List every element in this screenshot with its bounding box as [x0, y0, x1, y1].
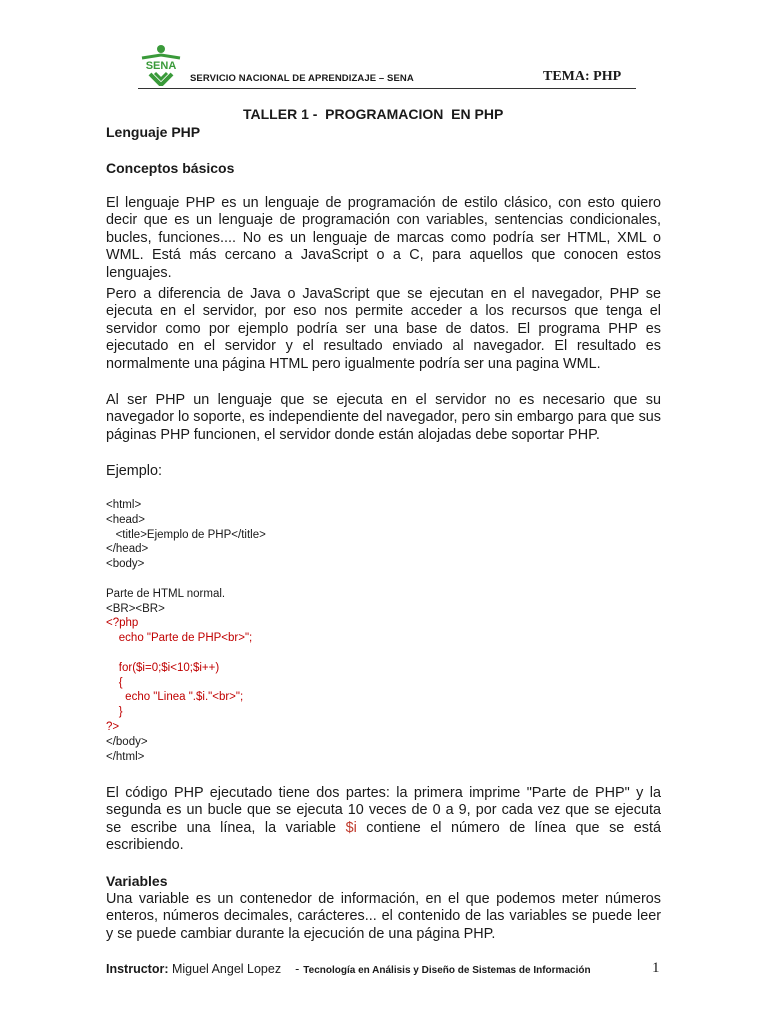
paragraph-variables: Una variable es un contenedor de información, en el que podemos meter números enteros, números decimales, carácteres... el contenido de las variables se puede leer y se puede cambiar durante la ejecución de una página PHP. [106, 891, 661, 942]
code-line: </html> [106, 750, 145, 763]
heading-variables: Variables [106, 873, 168, 889]
code-line: Parte de HTML normal. [106, 587, 226, 600]
heading-concepts: Conceptos básicos [106, 160, 235, 176]
code-line: <title>Ejemplo de PHP</title> [106, 528, 266, 541]
instructor-name: Miguel Angel Lopez [168, 962, 282, 976]
program-name: Tecnología en Análisis y Diseño de Sistemas de Información [303, 965, 591, 976]
sena-logo-text: SENA [145, 60, 177, 72]
paragraph-intro: El lenguaje PHP es un lenguaje de programación de estilo clásico, con esto quiero decir que es un lenguaje de programación con variables, sentencias condicionales, bucles, funciones.... No es un lenguaje de marcas como podría ser HTML, XML o WML. Está más cercano a JavaScript o a C, para aquellos que conocen estos lenguajes. [106, 195, 661, 281]
code-line: </body> [106, 735, 148, 748]
heading-language: Lenguaje PHP [106, 124, 201, 140]
document-title: TALLER 1 - PROGRAMACION EN PHP [243, 106, 504, 122]
code-line: <BR><BR> [106, 602, 165, 615]
variable-name: $i [345, 819, 357, 836]
code-line [106, 572, 266, 587]
instructor-label: Instructor: [106, 962, 169, 976]
code-line: echo "Linea ".$i."<br>"; [106, 691, 244, 704]
code-line: <?php [106, 617, 139, 630]
code-line: </head> [106, 543, 149, 556]
footer-separator: - [295, 962, 300, 976]
code-line: <head> [106, 513, 146, 526]
code-line: { [106, 676, 123, 689]
explanation-text-end: contiene el número de línea que se está escribiendo. [106, 819, 661, 854]
code-line: <body> [106, 558, 145, 571]
code-line: } [106, 706, 123, 719]
paragraph-browser: Al ser PHP un lenguaje que se ejecuta en el servidor no es necesario que su navegador lo soporte, es independiente del navegador, pero sin embargo para que sus páginas PHP funcionen, el servidor donde están alojadas debe soportar PHP. [106, 392, 661, 443]
code-line: echo "Parte de PHP<br>"; [106, 632, 253, 645]
explanation-text-start: El código PHP ejecutado tiene dos partes: la primera imprime "Parte de PHP" y la segunda es un bucle que se ejecuta 10 veces de 0 a 9, por cada vez que se ejecuta se escribe una línea, la variable [106, 785, 661, 836]
page-number: 1 [652, 960, 660, 976]
paragraph-explanation [106, 785, 661, 855]
paragraph-server: Pero a diferencia de Java o JavaScript que se ejecutan en el navegador, PHP se ejecuta en el servidor, por eso nos permite acceder a los recursos que tenga el servidor como por ejemplo podría ser una base de datos. El programa PHP es ejecutado en el servidor y el resultado enviado al navegador. El resultado es normalmente una página HTML pero igualmente podría ser una pagina WML. [106, 286, 661, 372]
page-footer [106, 962, 591, 976]
code-line: for($i=0;$i<10;$i++) [106, 661, 220, 674]
sena-logo [138, 44, 184, 86]
header-divider [138, 88, 636, 89]
code-line: <html> [106, 499, 142, 511]
code-sample [106, 498, 266, 764]
example-label: Ejemplo: [106, 463, 162, 479]
code-line [106, 646, 266, 661]
header-topic: TEMA: PHP [543, 69, 622, 84]
code-line: ?> [106, 720, 120, 733]
header-organization: SERVICIO NACIONAL DE APRENDIZAJE – SENA [190, 73, 414, 84]
